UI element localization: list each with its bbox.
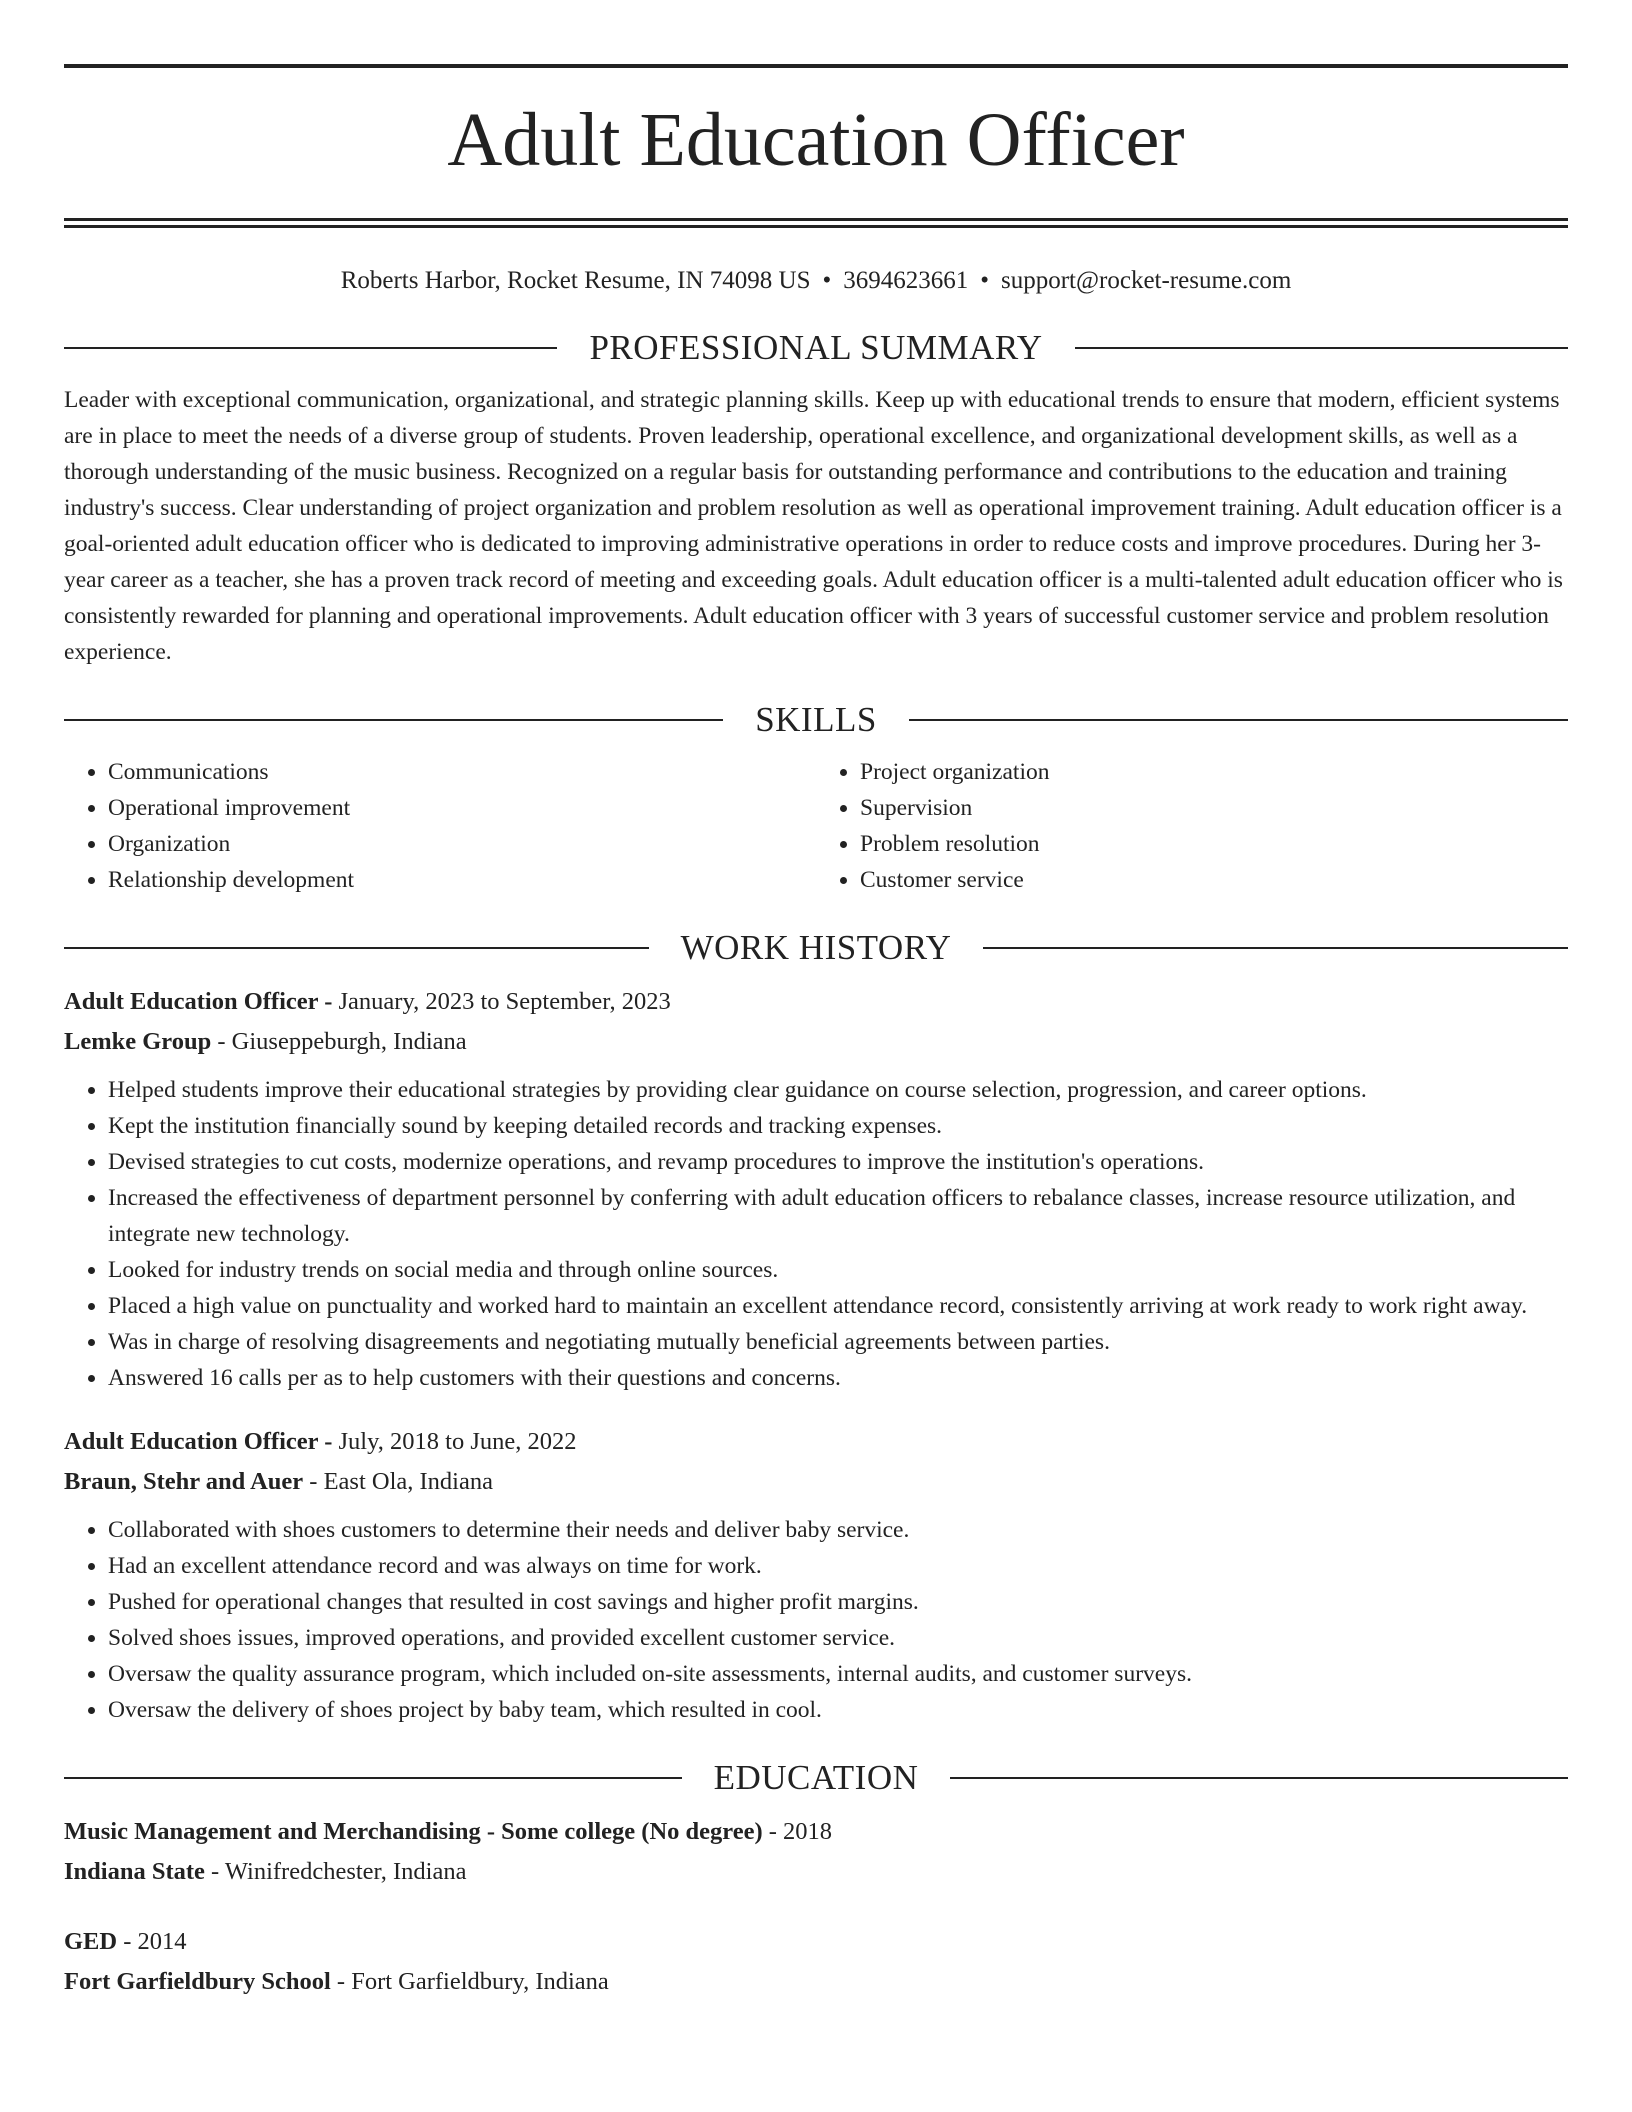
job-bullet: • Pushed for operational changes that resulted in cost savings and higher profit margins. [108,1584,1568,1620]
job-bullet: • Devised strategies to cut costs, modernize operations, and revamp procedures to improve the institution's operations. [108,1144,1568,1180]
job-role-line: Adult Education Officer - January, 2023 to September, 2023 [64,988,671,1015]
job-location: East Ola, Indiana [323,1468,493,1495]
job-bullet: • Collaborated with shoes customers to determine their needs and deliver baby service. [108,1512,1568,1548]
job-role: Adult Education Officer [64,988,319,1015]
education-school-line: Indiana State - Winifredchester, Indiana [64,1858,467,1885]
section-rule [64,1777,682,1779]
resume-page [64,0,1568,2002]
section-header-skills [64,698,1568,742]
education-year: 2018 [783,1818,833,1845]
skill-item: • Customer service [860,862,1568,898]
resume-title: Adult Education Officer [447,98,1185,182]
contact-separator: • [822,267,832,294]
education-school: Fort Garfieldbury School [64,1968,331,1995]
skill-item: • Problem resolution [860,826,1568,862]
contact-separator: • [980,267,989,294]
education-entry [64,1812,1568,1892]
skills-list [64,754,1568,898]
section-rule [64,347,557,349]
education-location: Winifredchester, Indiana [224,1858,467,1885]
job-company: Braun, Stehr and Auer [64,1468,304,1495]
job-bullet: • Answered 16 calls per as to help customers with their questions and concerns. [108,1360,1568,1396]
job-dates: July, 2018 to June, 2022 [338,1428,577,1455]
job-bullet: • Was in charge of resolving disagreements and negotiating mutually beneficial agreements between parties. [108,1324,1568,1360]
job-entry [64,982,1568,1396]
job-dates: January, 2023 to September, 2023 [338,988,671,1015]
section-rule [64,719,723,721]
skills-column-left [64,754,816,898]
job-bullets [64,1512,1568,1728]
section-rule [64,947,649,949]
contact-line [64,264,1568,298]
job-bullet: • Helped students improve their educational strategies by providing clear guidance on course selection, progression, and career options. [108,1072,1568,1108]
skill-item: • Relationship development [108,862,816,898]
job-role-line: Adult Education Officer - July, 2018 to June, 2022 [64,1428,577,1455]
skill-item: • Organization [108,826,816,862]
job-company-line: Lemke Group - Giuseppeburgh, Indiana [64,1028,467,1055]
section-title-work: WORK HISTORY [680,928,952,967]
job-bullet: • Increased the effectiveness of department personnel by conferring with adult education officers to rebalance classes, increase resource utilization, and integrate new technology. [108,1180,1568,1252]
section-rule [950,1777,1568,1779]
job-bullet: • Oversaw the delivery of shoes project by baby team, which resulted in cool. [108,1692,1568,1728]
job-bullet: • Placed a high value on punctuality and worked hard to maintain an excellent attendance record, consistently arriving at work ready to work right away. [108,1288,1568,1324]
header-top-rule [64,64,1568,68]
education-degree: GED [64,1928,118,1955]
contact-email: support@rocket-resume.com [1001,267,1292,294]
skills-column-right [816,754,1568,898]
skill-item: • Supervision [860,790,1568,826]
section-header-education [64,1756,1568,1800]
section-header-summary [64,326,1568,370]
contact-address: Roberts Harbor, Rocket Resume, IN 74098 US [340,267,811,294]
job-bullet: • Had an excellent attendance record and was always on time for work. [108,1548,1568,1584]
section-title-education: EDUCATION [713,1758,919,1797]
job-bullet: • Oversaw the quality assurance program, which included on-site assessments, internal audits, and customer surveys. [108,1656,1568,1692]
section-rule [909,719,1568,721]
education-school: Indiana State [64,1858,205,1885]
education-year: 2014 [137,1928,187,1955]
job-bullet: • Kept the institution financially sound by keeping detailed records and tracking expenses. [108,1108,1568,1144]
education-degree: Music Management and Merchandising - Some college (No degree) [64,1818,763,1845]
job-bullet: • Solved shoes issues, improved operations, and provided excellent customer service. [108,1620,1568,1656]
job-entry [64,1422,1568,1728]
job-company: Lemke Group [64,1028,212,1055]
section-header-work [64,926,1568,970]
skill-item: • Project organization [860,754,1568,790]
job-role: Adult Education Officer [64,1428,319,1455]
job-location: Giuseppeburgh, Indiana [231,1028,467,1055]
section-rule [1075,347,1568,349]
education-degree-line: GED - 2014 [64,1928,187,1955]
job-bullets [64,1072,1568,1396]
section-rule [983,947,1568,949]
education-school-line: Fort Garfieldbury School - Fort Garfieldbury, Indiana [64,1968,609,1995]
job-bullet: • Looked for industry trends on social media and through online sources. [108,1252,1568,1288]
section-title-skills: SKILLS [755,700,877,739]
education-entry [64,1922,1568,2002]
header-double-rule [64,218,1568,228]
education-location: Fort Garfieldbury, Indiana [351,1968,609,1995]
section-title-summary: PROFESSIONAL SUMMARY [589,328,1043,367]
job-company-line: Braun, Stehr and Auer - East Ola, Indiana [64,1468,493,1495]
contact-phone: 3694623661 [843,267,969,294]
education-degree-line: Music Management and Merchandising - Some college (No degree) - 2018 [64,1818,833,1845]
skill-item: • Communications [108,754,816,790]
summary-text: Leader with exceptional communication, organizational, and strategic planning skills. Keep up with educational trends to ensure that modern, efficient systems are in place to meet the needs of a diverse group of students. Proven leadership, operational excellence, and organizational development skills, as well as a thorough understanding of the music business. Recognized on a regular basis for outstanding performance and contributions to the education and training industry's success. Clear understanding of project organization and problem resolution as well as operational improvement training. Adult education officer is a goal-oriented adult education officer who is dedicated to improving administrative operations in order to reduce costs and improve procedures. During her 3-year career as a teacher, she has a proven track record of meeting and exceeding goals. Adult education officer is a multi-talented adult education officer who is consistently rewarded for planning and operational improvements. Adult education officer with 3 years of successful customer service and problem resolution experience. [64,387,1563,665]
skill-item: • Operational improvement [108,790,816,826]
